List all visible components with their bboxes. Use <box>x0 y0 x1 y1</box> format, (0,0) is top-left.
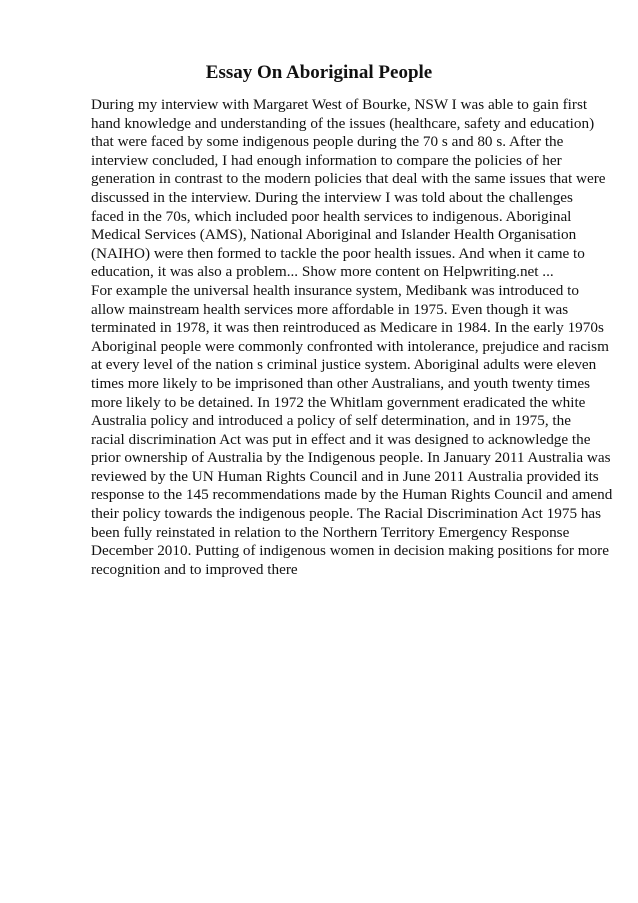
body-text-line: times more likely to be imprisoned than other Australians, and youth twenty times <box>91 374 590 392</box>
body-text-line: Aboriginal people were commonly confronted with intolerance, prejudice and racism <box>91 337 609 355</box>
document-title: Essay On Aboriginal People <box>205 62 433 83</box>
body-text-line: recognition and to improved there <box>91 560 298 578</box>
body-text-line: more likely to be detained. In 1972 the Whitlam government eradicated the white <box>91 393 586 411</box>
body-text-line: their policy towards the indigenous people. The Racial Discrimination Act 1975 has <box>91 505 602 523</box>
body-text-line: been fully reinstated in relation to the Northern Territory Emergency Response <box>91 523 570 541</box>
body-text-line: December 2010. Putting of indigenous women in decision making positions for more <box>91 542 609 560</box>
body-text-line: Australia policy and introduced a policy of self determination, and in 1975, the <box>91 412 571 430</box>
body-text-line: racial discrimination Act was put in effect and it was designed to acknowledge the <box>91 430 591 448</box>
body-text-line: For example the universal health insurance system, Medibank was introduced to <box>91 281 579 299</box>
body-text-line: (NAIHO) were then formed to tackle the poor health issues. And when it came to <box>91 244 585 262</box>
body-text-line: reviewed by the UN Human Rights Council and in June 2011 Australia provided its <box>91 467 599 485</box>
body-text-line: education, it was also a problem... Show more content on Helpwriting.net ... <box>91 263 554 281</box>
document-body <box>91 96 613 579</box>
body-text-line: terminated in 1978, it was then reintroduced as Medicare in 1984. In the early 1970s <box>91 319 604 337</box>
body-text-line: generation in contrast to the modern policies that deal with the same issues that were <box>91 170 606 188</box>
body-text-line: Medical Services (AMS), National Aboriginal and Islander Health Organisation <box>91 226 577 244</box>
body-text-line: at every level of the nation s criminal justice system. Aboriginal adults were eleven <box>91 356 597 374</box>
body-text-line: allow mainstream health services more affordable in 1975. Even though it was <box>91 300 569 318</box>
body-text-line: response to the 145 recommendations made by the Human Rights Council and amend <box>91 486 613 504</box>
body-text-line: faced in the 70s, which included poor health services to indigenous. Aboriginal <box>91 207 572 225</box>
body-text-line: that were faced by some indigenous people during the 70 s and 80 s. After the <box>91 133 564 151</box>
body-text-line: During my interview with Margaret West of Bourke, NSW I was able to gain first <box>91 96 588 113</box>
body-text-line: hand knowledge and understanding of the issues (healthcare, safety and education) <box>91 114 595 132</box>
body-text-line: interview concluded, I had enough information to compare the policies of her <box>91 151 562 169</box>
body-text-line: prior ownership of Australia by the Indigenous people. In January 2011 Australia was <box>91 449 611 467</box>
body-text-line: discussed in the interview. During the interview I was told about the challenges <box>91 188 573 206</box>
